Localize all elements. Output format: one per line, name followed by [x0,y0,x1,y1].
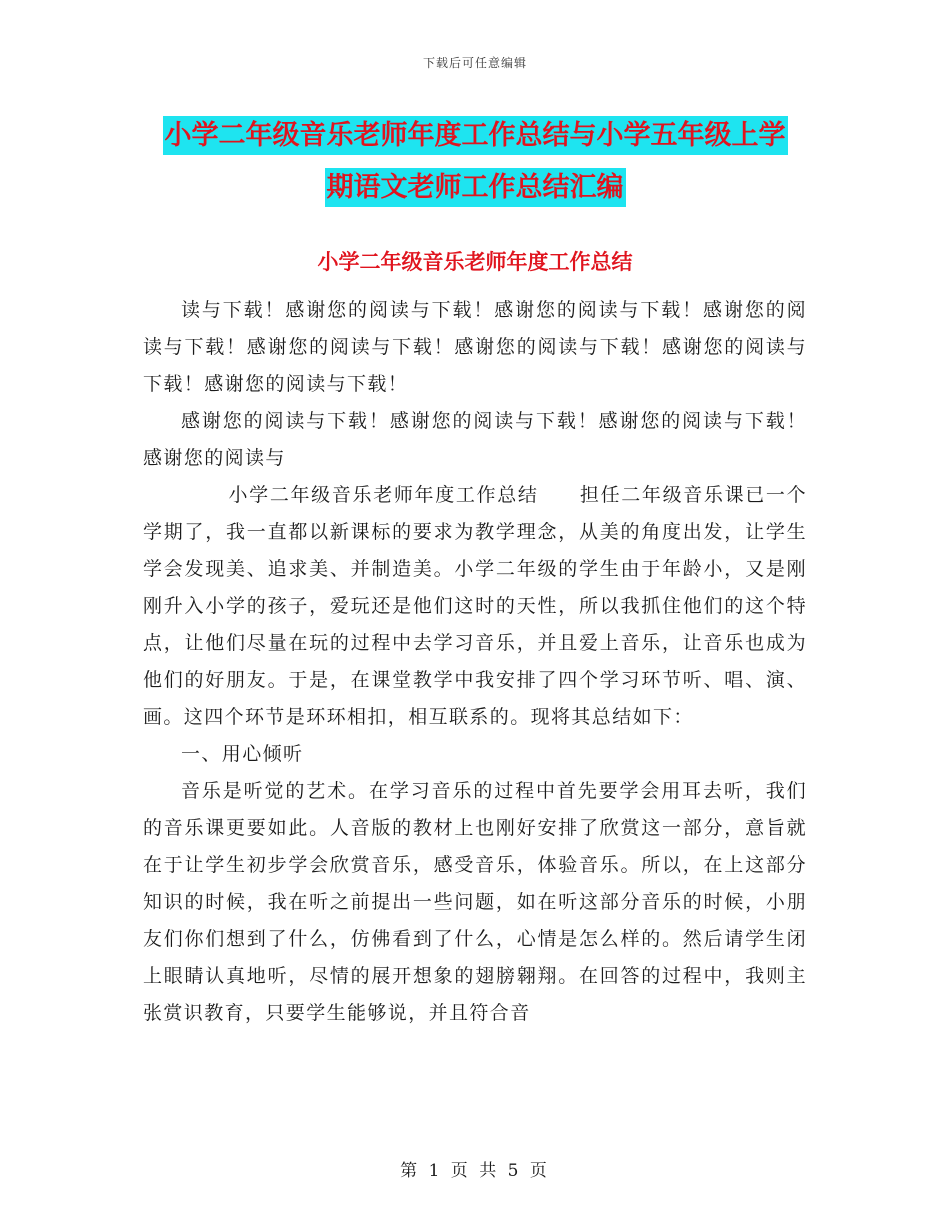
section-heading: 一、用心倾听 [181,743,304,765]
document-body [143,292,807,1032]
paragraph: 音乐是听觉的艺术。在学习音乐的过程中首先要学会用耳去听，我们的音乐课更要如此。人音版的教材上也刚好安排了欣赏这一部分，意旨就在于让学生初步学会欣赏音乐，感受音乐，体验音乐。所以，在上这部分知识的时候，我在听之前提出一些问题，如在听这部分音乐的时候，小朋友们你们想到了什么，仿佛看到了什么，心情是怎么样的。然后请学生闭上眼睛认真地听，尽情的展开想象的翅膀翱翔。在回答的过程中，我则主张赏识教育，只要学生能够说，并且符合音 [143,780,807,1024]
header-note: 下载后可任意编辑 [422,56,527,70]
document-title-line2: 期语文老师工作总结汇编 [325,168,626,207]
paragraph: 读与下载！感谢您的阅读与下载！感谢您的阅读与下载！感谢您的阅读与下载！感谢您的阅读与下载！感谢您的阅读与下载！感谢您的阅读与下载！感谢您的阅读与下载！ [143,299,807,395]
page-number: 第 1 页 共 5 页 [400,1161,550,1181]
section-title: 小学二年级音乐老师年度工作总结 [317,250,633,274]
document-title [145,110,805,214]
document-title-line1: 小学二年级音乐老师年度工作总结与小学五年级上学 [163,116,788,155]
paragraph: 感谢您的阅读与下载！感谢您的阅读与下载！感谢您的阅读与下载！感谢您的阅读与 [143,410,807,469]
paragraph: 小学二年级音乐老师年度工作总结 担任二年级音乐课已一个学期了，我一直都以新课标的要求为教学理念，从美的角度出发，让学生学会发现美、追求美、并制造美。小学二年级的学生由于年龄小，又是刚刚升入小学的孩子，爱玩还是他们这时的天性，所以我抓住他们的这个特点，让他们尽量在玩的过程中去学习音乐，并且爱上音乐，让音乐也成为他们的好朋友。于是，在课堂教学中我安排了四个学习环节听、唱、演、画。这四个环节是环环相扣，相互联系的。现将其总结如下： [143,484,807,728]
